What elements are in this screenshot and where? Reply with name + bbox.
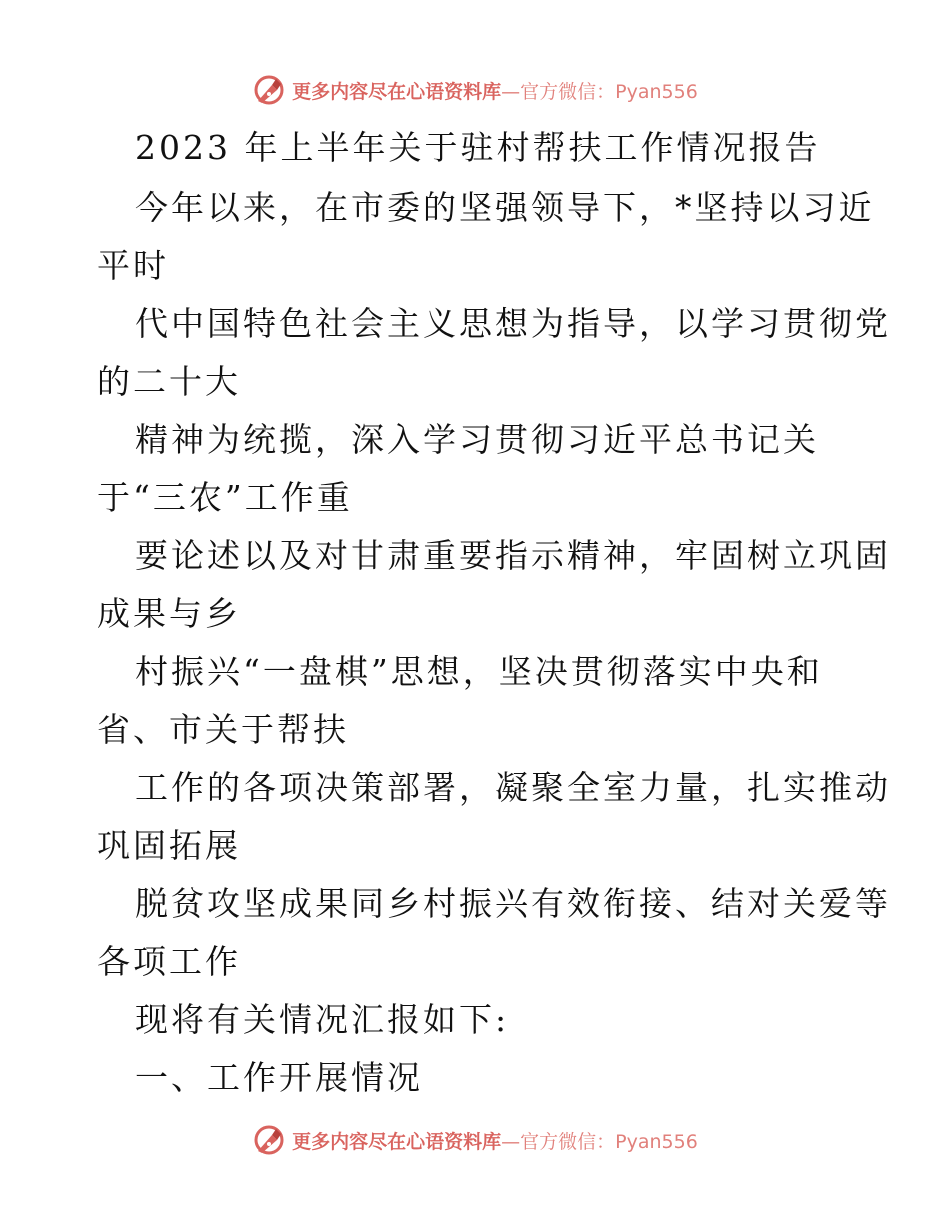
- text-line: 代中国特色社会主义思想为指导，以学习贯彻党: [135, 304, 891, 343]
- text-line: 要论述以及对甘肃重要指示精神，牢固树立巩固: [135, 536, 891, 575]
- text-line: 工作的各项决策部署，凝聚全室力量，扎实推动: [135, 768, 891, 807]
- text-line: 成果与乡: [97, 594, 241, 633]
- watermark-sub-text: —官方微信：Pyan556: [501, 1130, 698, 1153]
- text-line: 精神为统揽，深入学习贯彻习近平总书记关: [135, 420, 819, 459]
- text-line: 平时: [97, 246, 169, 285]
- text-line: 巩固拓展: [97, 826, 241, 865]
- section-heading: 一、工作开展情况: [135, 1058, 423, 1097]
- text-line: 脱贫攻坚成果同乡村振兴有效衔接、结对关爱等: [135, 884, 891, 923]
- pen-nib-logo-icon: [252, 1123, 286, 1157]
- watermark-main-text: 更多内容尽在心语资料库: [292, 80, 502, 103]
- text-line: 今年以来，在市委的坚强领导下，*坚持以习近: [135, 188, 875, 227]
- text-line: 省、市关于帮扶: [97, 710, 349, 749]
- watermark-banner-bottom: [0, 1120, 950, 1160]
- text-line: 现将有关情况汇报如下:: [135, 1000, 510, 1039]
- watermark-sub-text: —官方微信：Pyan556: [501, 80, 698, 103]
- text-line: 各项工作: [97, 942, 241, 981]
- watermark-main-text: 更多内容尽在心语资料库: [292, 1130, 502, 1153]
- document-title: 2023 年上半年关于驻村帮扶工作情况报告: [135, 128, 821, 167]
- text-line: 的二十大: [97, 362, 241, 401]
- text-line: 于“三农”工作重: [97, 478, 353, 517]
- text-line: 村振兴“一盘棋”思想，坚决贯彻落实中央和: [135, 652, 823, 691]
